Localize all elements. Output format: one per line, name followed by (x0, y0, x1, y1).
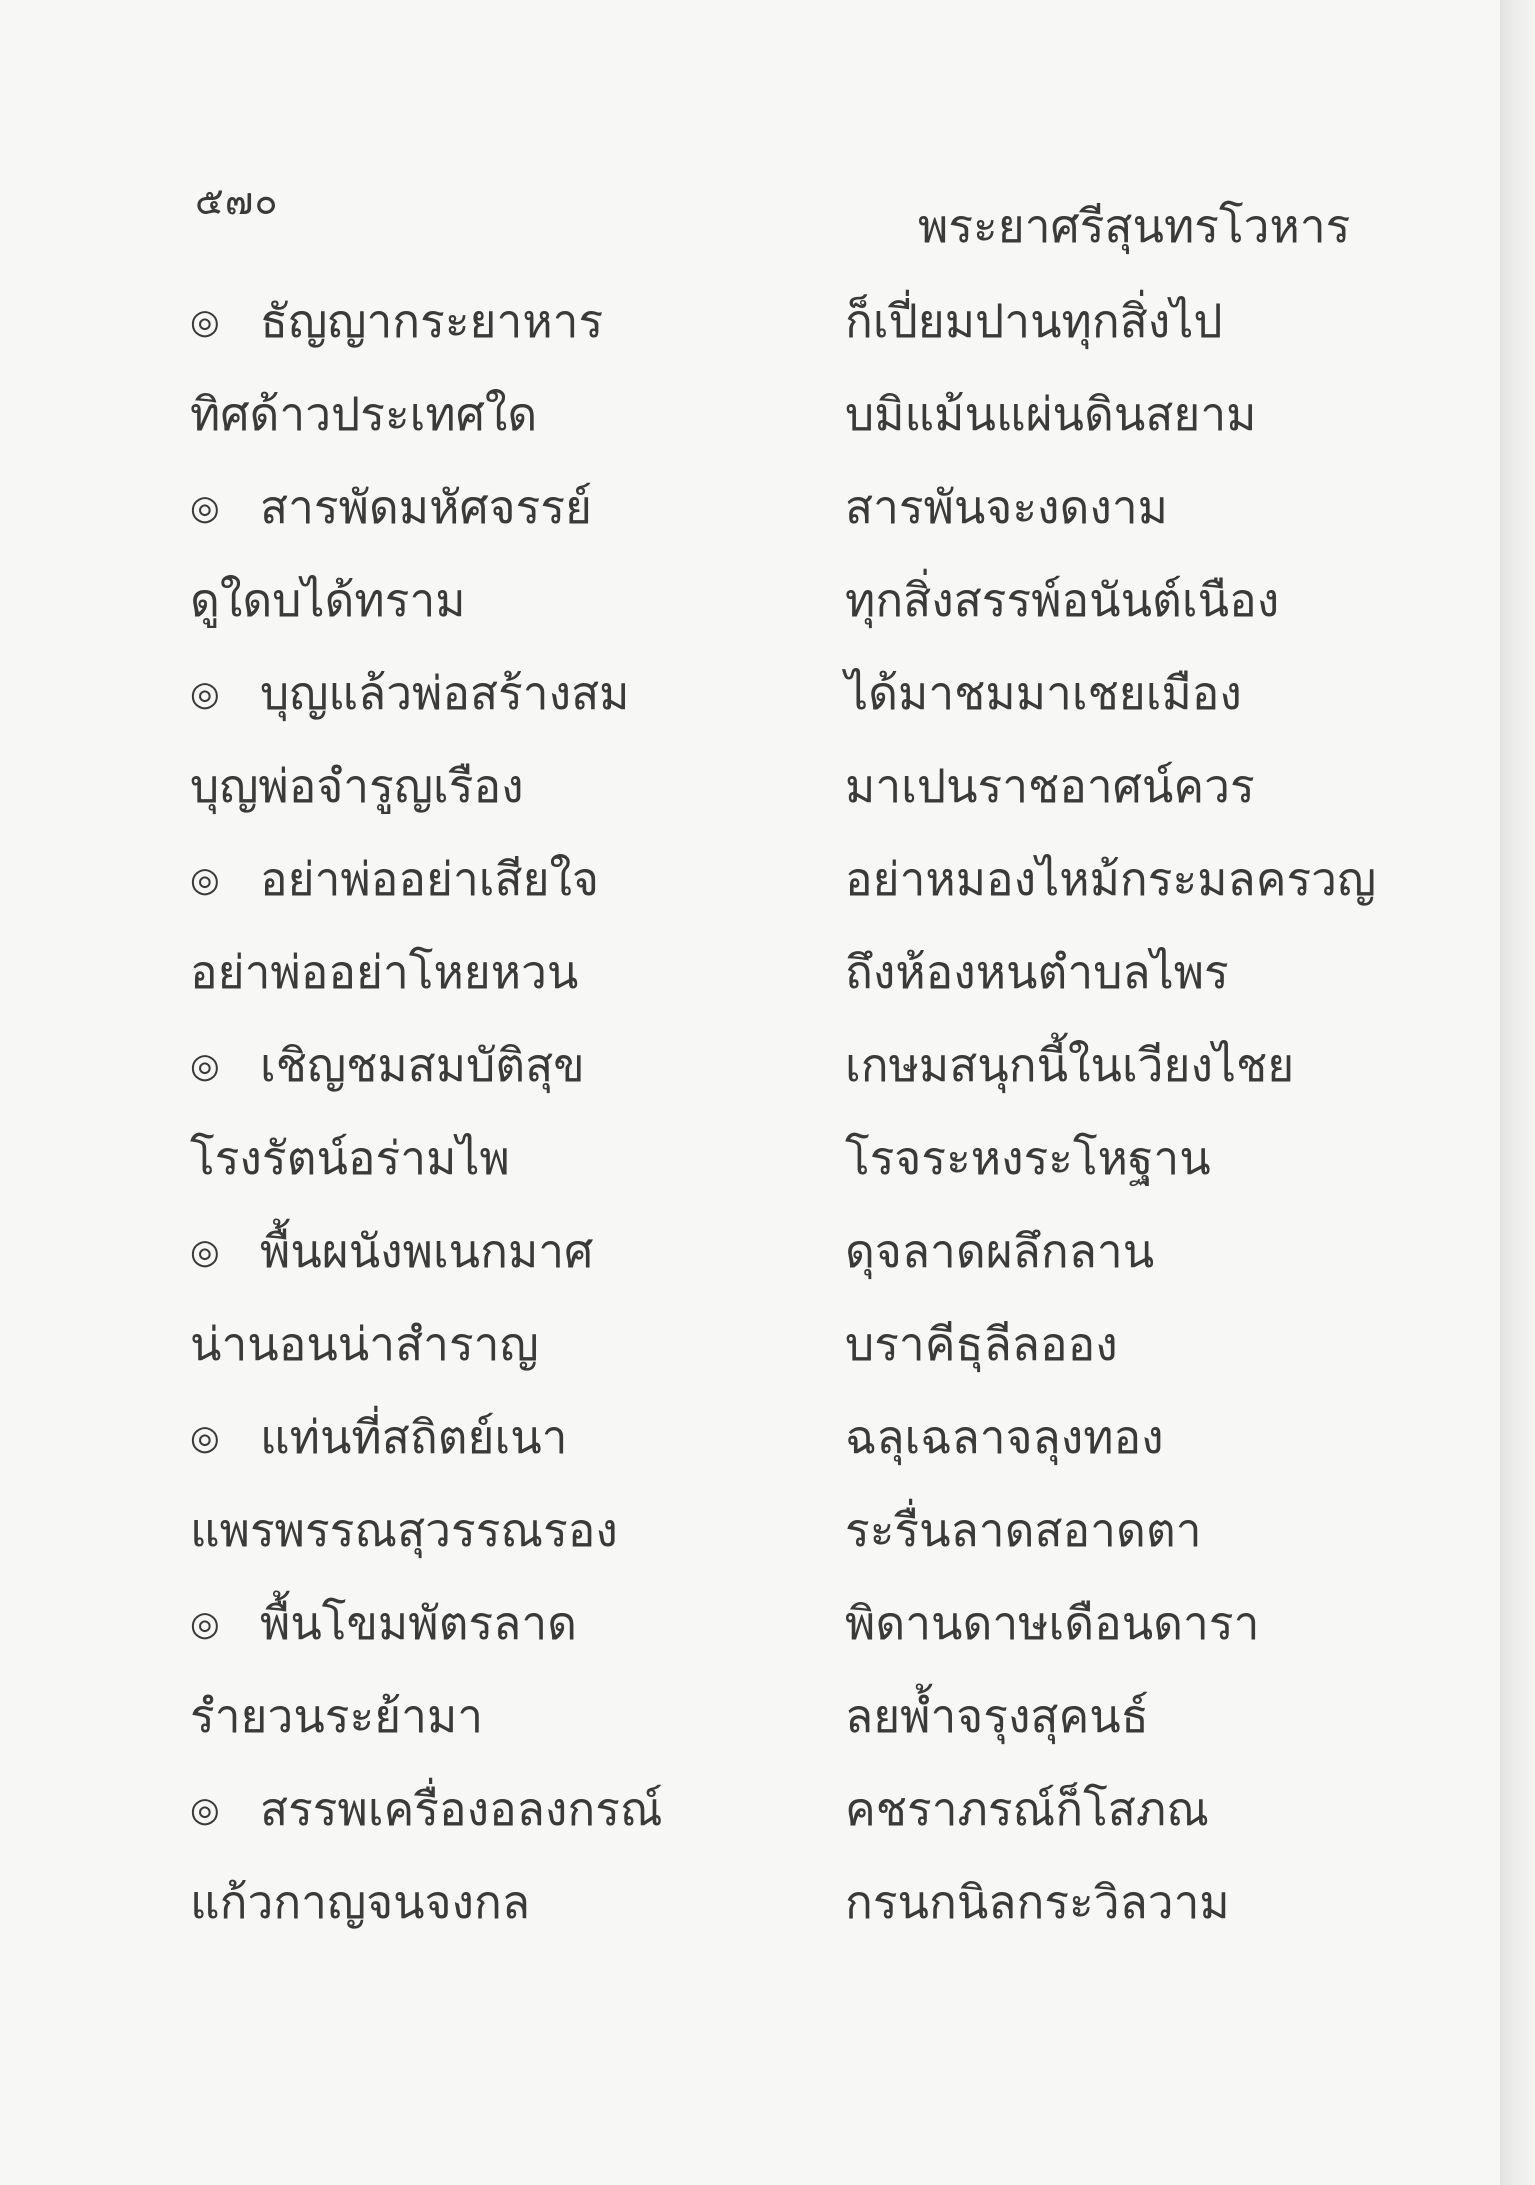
verse-second-half: สารพันจะงดงาม (845, 480, 1168, 534)
page-edge-shadow (1500, 0, 1535, 2185)
verse-first-half (190, 1122, 510, 1195)
verse-line (0, 1029, 1500, 1119)
verse-second-half: ได้มาชมมาเชยเมือง (845, 666, 1242, 720)
verse-first-half (190, 750, 524, 823)
verse-line (0, 843, 1500, 933)
verse-first-half-text: ดูใดบได้ทราม (190, 573, 466, 627)
verse-first-half-text: บุญแล้วพ่อสร้างสม (260, 666, 630, 720)
verse-first-half (190, 843, 599, 916)
verse-first-half (190, 378, 537, 451)
verse-first-half (190, 1866, 530, 1939)
verse-first-half-text: สรรพเครื่องอลงกรณ์ (260, 1782, 663, 1836)
verse-second-half: มาเปนราชอาศน์ควร (845, 759, 1255, 813)
verse-first-half-text: อย่าพ่ออย่าเสียใจ (260, 852, 599, 906)
verse-first-half (190, 936, 578, 1009)
verse-second-half: กรนกนิลกระวิลวาม (845, 1875, 1230, 1929)
verse-second-half: ทุกสิ่งสรรพ์อนันต์เนือง (845, 573, 1280, 627)
verse-first-half (190, 471, 592, 544)
verse-first-half-text: สารพัดมหัศจรรย์ (260, 480, 592, 534)
verse-second-half: อย่าหมองไหม้กระมลครวญ (845, 852, 1377, 906)
verse-first-half-text: แท่นที่สถิตย์เนา (260, 1410, 568, 1464)
verse-second-half: คชราภรณ์ก็โสภณ (845, 1782, 1209, 1836)
verse-line (0, 750, 1500, 840)
stanza-marker-icon: ◎ (190, 1232, 220, 1272)
verse-second-half: ก็เปี่ยมปานทุกสิ่งไป (845, 294, 1223, 348)
verse-second-half: ฉลุเฉลาจลุงทอง (845, 1410, 1164, 1464)
stanza-marker-icon: ◎ (190, 1418, 220, 1458)
verse-line (0, 1494, 1500, 1584)
verse-first-half-text: แก้วกาญจนจงกล (190, 1875, 531, 1929)
verse-second-half: ลยพ้ำจรุงสุคนธ์ (845, 1689, 1149, 1743)
stanza-marker-icon: ◎ (190, 1790, 220, 1830)
verse-first-half (190, 1587, 577, 1660)
verse-line (0, 1215, 1500, 1305)
verse-first-half-text: ทิศด้าวประเทศใด (190, 387, 538, 441)
verse-first-half (190, 1680, 483, 1753)
verse-first-half (190, 1029, 585, 1102)
stanza-marker-icon: ◎ (190, 674, 220, 714)
verse-first-half (190, 1773, 663, 1846)
verse-first-half (190, 285, 603, 358)
stanza-marker-icon: ◎ (190, 860, 220, 900)
verse-first-half-text: แพรพรรณสุวรรณรอง (190, 1503, 618, 1557)
stanza-marker-icon: ◎ (190, 1046, 220, 1086)
verse-line (0, 1773, 1500, 1863)
verse-first-half-text: ธัญญากระยาหาร (260, 294, 604, 348)
verse-first-half (190, 1401, 568, 1474)
verse-first-half (190, 657, 629, 730)
verse-line (0, 1122, 1500, 1212)
verse-line (0, 1587, 1500, 1677)
verse-second-half: บมิแม้นแผ่นดินสยาม (845, 387, 1257, 441)
verse-line (0, 936, 1500, 1026)
verse-line (0, 1308, 1500, 1398)
verse-first-half-text: โรงรัตน์อร่ามไพ (190, 1131, 510, 1185)
verse-line (0, 1680, 1500, 1770)
verse-line (0, 1866, 1500, 1956)
verse-first-half-text: รำยวนระย้ามา (190, 1689, 484, 1743)
verse-line (0, 564, 1500, 654)
verse-second-half: บราคีธุลีลออง (845, 1317, 1118, 1371)
verse-second-half: ระรื่นลาดสอาดตา (845, 1503, 1202, 1557)
verse-second-half: โรจระหงระโหฐาน (845, 1131, 1211, 1185)
stanza-marker-icon: ◎ (190, 488, 220, 528)
page-number: ๕๗๐ (195, 179, 279, 223)
verse-second-half: ถึงห้องหนตำบลไพร (845, 945, 1229, 999)
verse-first-half (190, 1308, 539, 1381)
verse-line (0, 657, 1500, 747)
verse-line (0, 1401, 1500, 1491)
verse-second-half: พิดานดาษเดือนดารา (845, 1596, 1260, 1650)
verse-first-half (190, 1494, 618, 1567)
verse-first-half-text: พื้นผนังพเนกมาศ (260, 1224, 594, 1278)
running-head: พระยาศรีสุนทรโวหาร (918, 199, 1351, 253)
verse-second-half: ดุจลาดผลึกลาน (845, 1224, 1155, 1278)
verse-first-half-text: พื้นโขมพัตรลาด (260, 1596, 578, 1650)
verse-first-half-text: น่านอนน่าสำราญ (190, 1317, 539, 1371)
verse-first-half (190, 1215, 593, 1288)
verse-first-half-text: อย่าพ่ออย่าโหยหวน (190, 945, 579, 999)
verse-line (0, 285, 1500, 375)
verse-first-half (190, 564, 466, 637)
verse-second-half: เกษมสนุกนี้ในเวียงไชย (845, 1038, 1295, 1092)
verse-first-half-text: เชิญชมสมบัติสุข (260, 1038, 585, 1092)
stanza-marker-icon: ◎ (190, 302, 220, 342)
verse-line (0, 378, 1500, 468)
verse-line (0, 471, 1500, 561)
stanza-marker-icon: ◎ (190, 1604, 220, 1644)
verse-first-half-text: บุญพ่อจำรูญเรือง (190, 759, 524, 813)
